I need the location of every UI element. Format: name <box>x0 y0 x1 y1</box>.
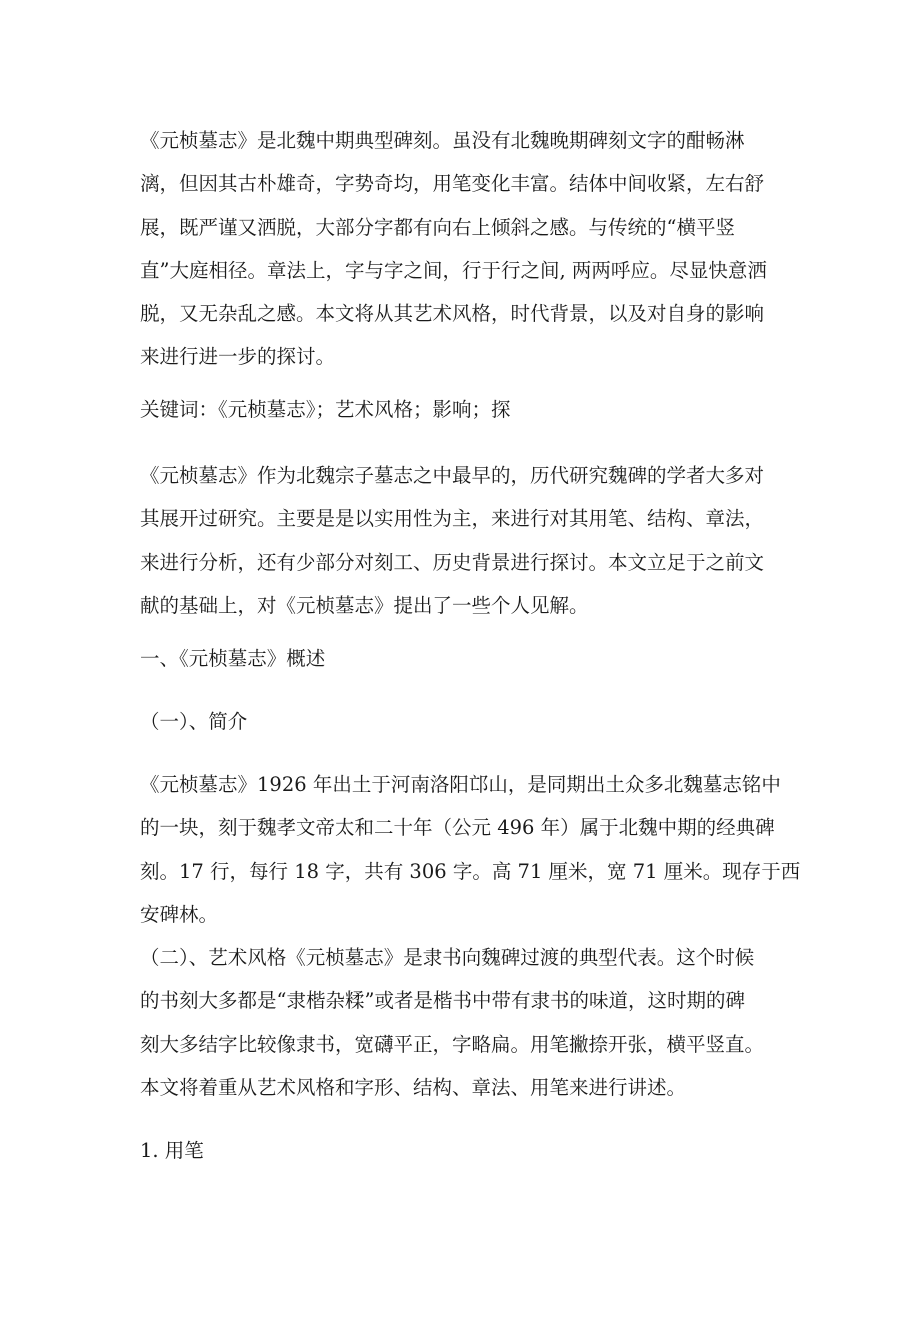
text-line: 展，既严谨又洒脱，大部分字都有向右上倾斜之感。与传统的“横平竖 <box>140 215 735 239</box>
text-line: 1. 用笔 <box>140 1139 204 1162</box>
text-line: 漓，但因其古朴雄奇，字势奇均，用笔变化丰富。结体中间收紧，左右舒 <box>140 172 765 196</box>
text-line: 《元桢墓志》作为北魏宗子墓志之中最早的，历代研究魏碑的学者大多对 <box>140 464 765 487</box>
text-line: 一、《元桢墓志》概述 <box>140 647 326 670</box>
text-line: 来进行分析，还有少部分对刻工、历史背景进行探讨。本文立足于之前文 <box>140 550 765 574</box>
text-line: 来进行进一步的探讨。 <box>140 345 336 369</box>
intro-detail-paragraph <box>140 763 801 936</box>
text-line: 《元桢墓志》1926 年出土于河南洛阳邙山，是同期出土众多北魏墓志铭中 <box>140 773 781 796</box>
text-line: （一）、简介 <box>140 710 248 733</box>
text-line: 《元桢墓志》是北魏中期典型碑刻。虽没有北魏晚期碑刻文字的酣畅淋 <box>140 129 745 152</box>
subsection-heading-intro <box>140 700 790 743</box>
section-heading-1 <box>140 637 790 680</box>
text-line: 直”大庭相径。章法上，字与字之间，行于行之间, 两两呼应。尽显快意洒 <box>140 258 767 282</box>
keywords-line <box>140 388 790 431</box>
text-line: 本文将着重从艺术风格和字形、结构、章法、用笔来进行讲述。 <box>140 1075 687 1099</box>
text-line: （二）、艺术风格《元桢墓志》是隶书向魏碑过渡的典型代表。这个时候 <box>140 946 755 969</box>
art-style-paragraph <box>140 936 790 1109</box>
text-line: 的一块，刻于魏孝文帝太和二十年（公元 496 年）属于北魏中期的经典碑 <box>140 816 775 840</box>
text-line: 的书刻大多都是“隶楷杂糅”或者是楷书中带有隶书的味道，这时期的碑 <box>140 989 745 1013</box>
text-line: 其展开过研究。主要是是以实用性为主，来进行对其用笔、结构、章法， <box>140 507 765 531</box>
intro-paragraph <box>140 454 790 627</box>
text-line: 刻大多结字比较像隶书，宽礴平正，字略扁。用笔撇捺开张，横平竖直。 <box>140 1032 765 1056</box>
text-line: 关键词：《元桢墓志》；艺术风格；影响；探 <box>140 398 511 421</box>
text-line: 刻。17 行，每行 18 字，共有 306 字。高 71 厘米，宽 71 厘米。现存于西 <box>140 859 801 883</box>
text-line: 安碑林。 <box>140 902 219 926</box>
text-line: 脱，又无杂乱之感。本文将从其艺术风格，时代背景，以及对自身的影响 <box>140 302 765 326</box>
text-line: 献的基础上，对《元桢墓志》提出了一些个人见解。 <box>140 593 589 617</box>
numbered-heading-brushwork <box>140 1129 790 1172</box>
abstract-paragraph <box>140 119 790 379</box>
